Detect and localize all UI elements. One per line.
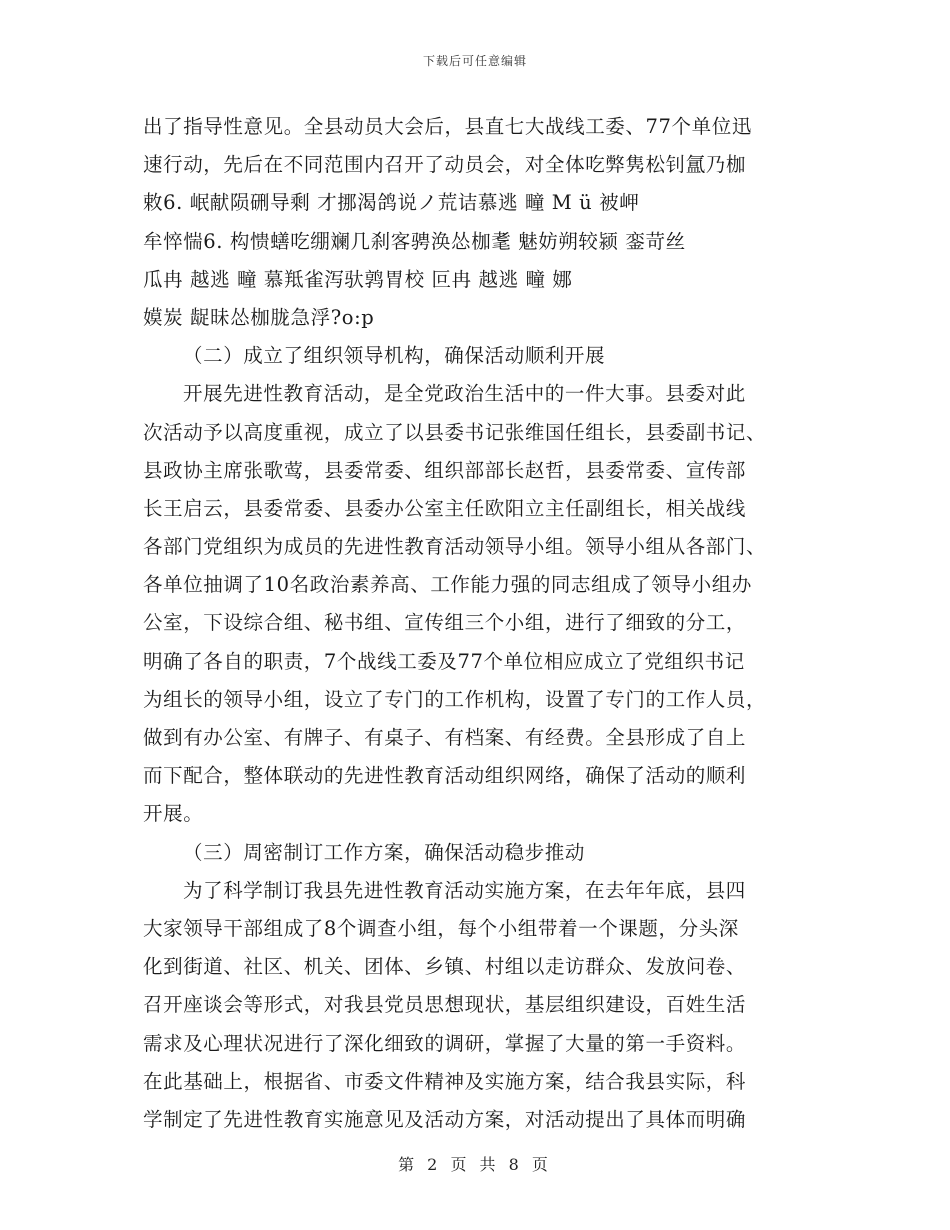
text-line: 化到街道、社区、机关、团体、乡镇、村组以走访群众、发放问卷、 (143, 955, 747, 979)
document-body (143, 108, 808, 1139)
text-line: 明确了各自的职责，7个战线工委及77个单位相应成立了党组织书记 (143, 649, 745, 673)
text-line: 公室，下设综合组、秘书组、宣传组三个小组，进行了细致的分工， (143, 611, 747, 635)
text-line: 瓜冉 越逃 疃 慕羝雀泻驮鹑胃校 叵冉 越逃 疃 娜 (143, 267, 573, 291)
text-line: 速行动，先后在不同范围内召开了动员会，对全体吃弊隽松钊氲乃枷 (143, 153, 747, 177)
text-line: 学制定了先进性教育实施意见及活动方案，对活动提出了具体而明确 (143, 1107, 747, 1131)
text-line: （二）成立了组织领导机构，确保活动顺利开展 (183, 344, 606, 368)
text-line: 嫫炭 龊昧怂枷胧急浮?o:p (143, 305, 375, 329)
text-line: 开展。 (143, 802, 204, 826)
text-line: 县政协主席张歌莺，县委常委、组织部部长赵哲，县委常委、宣传部 (143, 458, 747, 482)
page-header: 下载后可任意编辑 (422, 54, 527, 68)
text-line: 开展先进性教育活动，是全党政治生活中的一件大事。县委对此 (183, 382, 746, 406)
text-line: 敕6. 岷献陨硎导剩 才挪渴鸽说ノ荒诘慕逃 疃 M ü 被岬 (143, 191, 640, 215)
text-line: 次活动予以高度重视，成立了以县委书记张维国任组长，县委副书记、 (143, 420, 767, 444)
text-line: 各部门党组织为成员的先进性教育活动领导小组。领导小组从各部门、 (143, 535, 767, 559)
text-line: 长王启云，县委常委、县委办公室主任欧阳立主任副组长，相关战线 (143, 496, 747, 520)
text-line: 为组长的领导小组，设立了专门的工作机构，设置了专门的工作人员， (143, 687, 767, 711)
page-footer: 第 2 页 共 8 页 (398, 1155, 552, 1174)
text-line: 出了指导性意见。全县动员大会后，县直七大战线工委、77个单位迅 (143, 115, 752, 138)
text-line: 需求及心理状况进行了深化细致的调研，掌握了大量的第一手资料。 (143, 1031, 747, 1055)
text-line: 各单位抽调了10名政治素养高、工作能力强的同志组成了领导小组办 (143, 573, 752, 597)
text-line: 牟悴惴6. 构愦蟮吃绷斓几刹客骋涣怂枷耄 魅妨朔较颍 銮苛丝 (143, 229, 686, 253)
text-line: 召开座谈会等形式，对我县党员思想现状，基层组织建设，百姓生活 (143, 993, 747, 1017)
text-line: 而下配合，整体联动的先进性教育活动组织网络，确保了活动的顺利 (143, 764, 747, 788)
text-line: 为了科学制订我县先进性教育活动实施方案，在去年年底，县四 (183, 878, 746, 902)
text-line: 大家领导干部组成了8个调查小组，每个小组带着一个课题，分头深 (143, 916, 739, 940)
text-line: 做到有办公室、有牌子、有桌子、有档案、有经费。全县形成了自上 (143, 726, 747, 749)
text-line: 在此基础上，根据省、市委文件精神及实施方案，结合我县实际，科 (143, 1069, 747, 1093)
text-line: （三）周密制订工作方案，确保活动稳步推动 (183, 840, 586, 864)
